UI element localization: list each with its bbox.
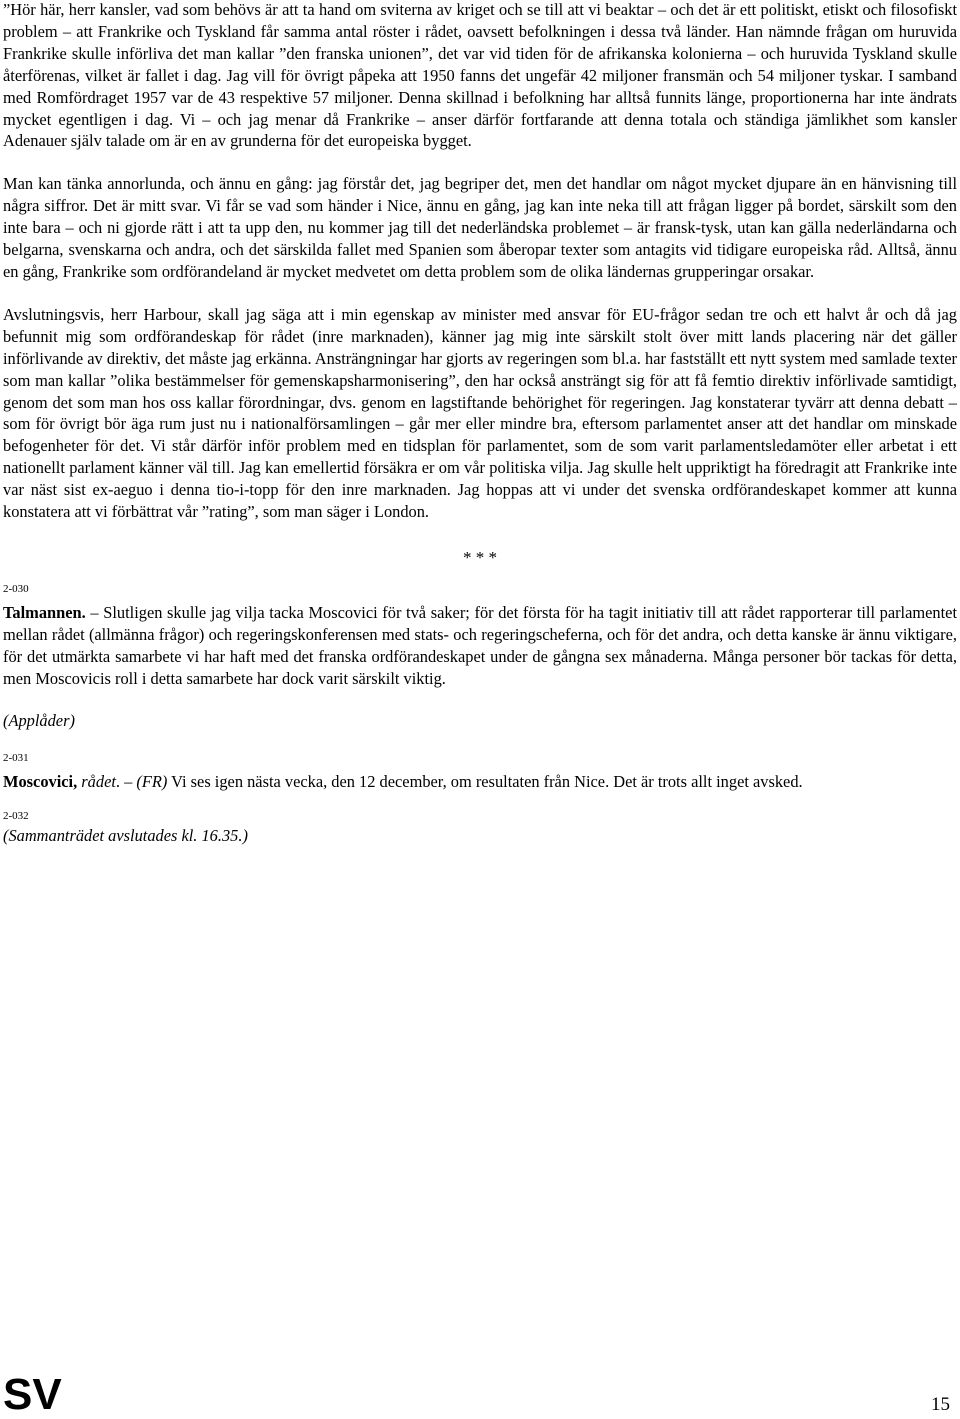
statement-dash: . – [115,772,137,792]
document-page [3,0,957,847]
paragraph-adenauer-quote: ”Hör här, herr kansler, vad som behövs är att ta hand om sviterna av kriget och se till att vi beaktar – och det är ett politiskt, etiskt och filosofiskt problem – att Frankrike och Tyskland får samma antal röster i rådet, oavsett befolkningen i dessa två länder. Han nämnde frågan om huruvida Frankrike skulle införliva det man kallar ”den franska unionen”, det var vid tiden för de afrikanska kolonierna – och huruvida Tyskland skulle återförenas, vilket är fallet i dag. Jag vill för övrigt påpeka att 1950 fanns det ungefär 42 miljoner fransmän och 54 miljoner tyskar. I samband med Romfördraget 1957 var de 43 respektive 57 miljoner. Denna skillnad i befolkning har alltså funnits länge, proportionerna har inte ändrats mycket egentligen i dag. Vi – och jag menar då Frankrike – anser därför fortfarande att denna totala och ständiga jämlikhet som kansler Adenauer själv talade om är en av grunderna för det europeiska bygget. [3,0,957,151]
paragraph-harbour-answer: Avslutningsvis, herr Harbour, skall jag säga att i min egenskap av minister med ansvar för EU-frågor sedan tre och ett halvt år och då jag befunnit mig som ordförandeskap för rådet (inre marknaden), känner jag mig inte särskilt stolt över mitt lands placering när det gäller införlivande av direktiv, det måste jag erkänna. Ansträngningar har gjorts av regeringen som bl.a. har fastställt ett nytt system med samlade texter som man kallar ”olika bestämmelser för gemenskapsharmonisering”, den har också ansträngt sig för att få femtio direktiv införlivade samtidigt, genom det som man hos oss kallar förordningar, dvs. genom en lagstiftande behörighet för regeringen. Jag konstaterar tyvärr att denna debatt – som för övrigt bör äga rum just nu i nationalförsamlingen – går mer eller mindre bra, eftersom parlamentet anser att det handlar om minskade befogenheter för det. Vi står därför inför problem med en tidsplan för parlamentet, som de som varit parlamentsledamöter eller arbetat i ett nationellt parlament känner väl till. Jag kan emellertid försäkra er om vår politiska vilja. Jag skulle helt uppriktigt ha föredragit att Frankrike inte var näst sist ex-aeguo i denna tio-i-topp för den inre marknaden. Jag hoppas att vi under det svenska ordförandeskapet kommer att kunna konstatera att vi förbättrat vår ”rating”, som man säger i London. [3,304,957,522]
item-number: 2-030 [3,582,29,595]
speaker-name: Moscovici, [3,772,78,792]
statement-text: – Slutligen skulle jag vilja tacka Moscovici för två saker; för det första för ha tagit initiativ till att rådet rapporterar till parlamentet mellan rådet (allmänna frågor) och regeringskonferensen med stats- och regeringscheferna, och för det andra, och detta kanske är ännu viktigare, för det utmärkta samarbete vi har haft med det franska ordförandeskapet under de gångna sex månaderna. Många personer bör tackas för detta, men Moscovicis roll i detta samarbete har dock varit särskilt viktig. [3,602,957,688]
moscovici-statement [3,771,957,793]
section-separator: * * * [463,547,497,567]
language-code: SV [3,1370,62,1419]
speaker-name: Talmannen. [3,602,86,622]
speaker-role: rådet [77,772,116,792]
language-tag: (FR) [136,772,168,792]
item-number: 2-031 [3,752,29,765]
statement-text: Vi ses igen nästa vecka, den 12 december, om resultaten från Nice. Det är trots allt inget avsked. [167,772,803,792]
item-moscovici [3,751,957,793]
paragraph-nice-question: Man kan tänka annorlunda, och ännu en gång: jag förstår det, jag begriper det, men det handlar om något mycket djupare än en hänvisning till några siffror. Det är mitt svar. Vi får se vad som händer i Nice, ännu en gång, jag kan inte neka till att frågan ligger på bordet, särskilt som den inte bara – och ni gjorde rätt i att ta upp den, nu kommer jag till det nederländska problemet – är fransk-tysk, utan kan gälla nederländarna och belgarna, svenskarna och andra, och det särskilda fallet med Spanien som åberopar texter som antagits vid tidigare europeiska råd. Alltså, ännu en gång, Frankrike som ordförandeland är mycket medvetet om detta problem som de olika ländernas grupperingar orsakar. [3,174,957,281]
item-number: 2-032 [3,810,29,823]
paragraph-gap [3,283,957,304]
paragraph-gap [3,152,957,173]
applause-note: (Applåder) [3,710,75,730]
talmannen-statement [3,602,957,690]
item-closing [3,809,957,847]
page-number: 15 [931,1394,950,1415]
closing-note: (Sammanträdet avslutades kl. 16.35.) [3,826,248,846]
item-talmannen [3,582,957,690]
